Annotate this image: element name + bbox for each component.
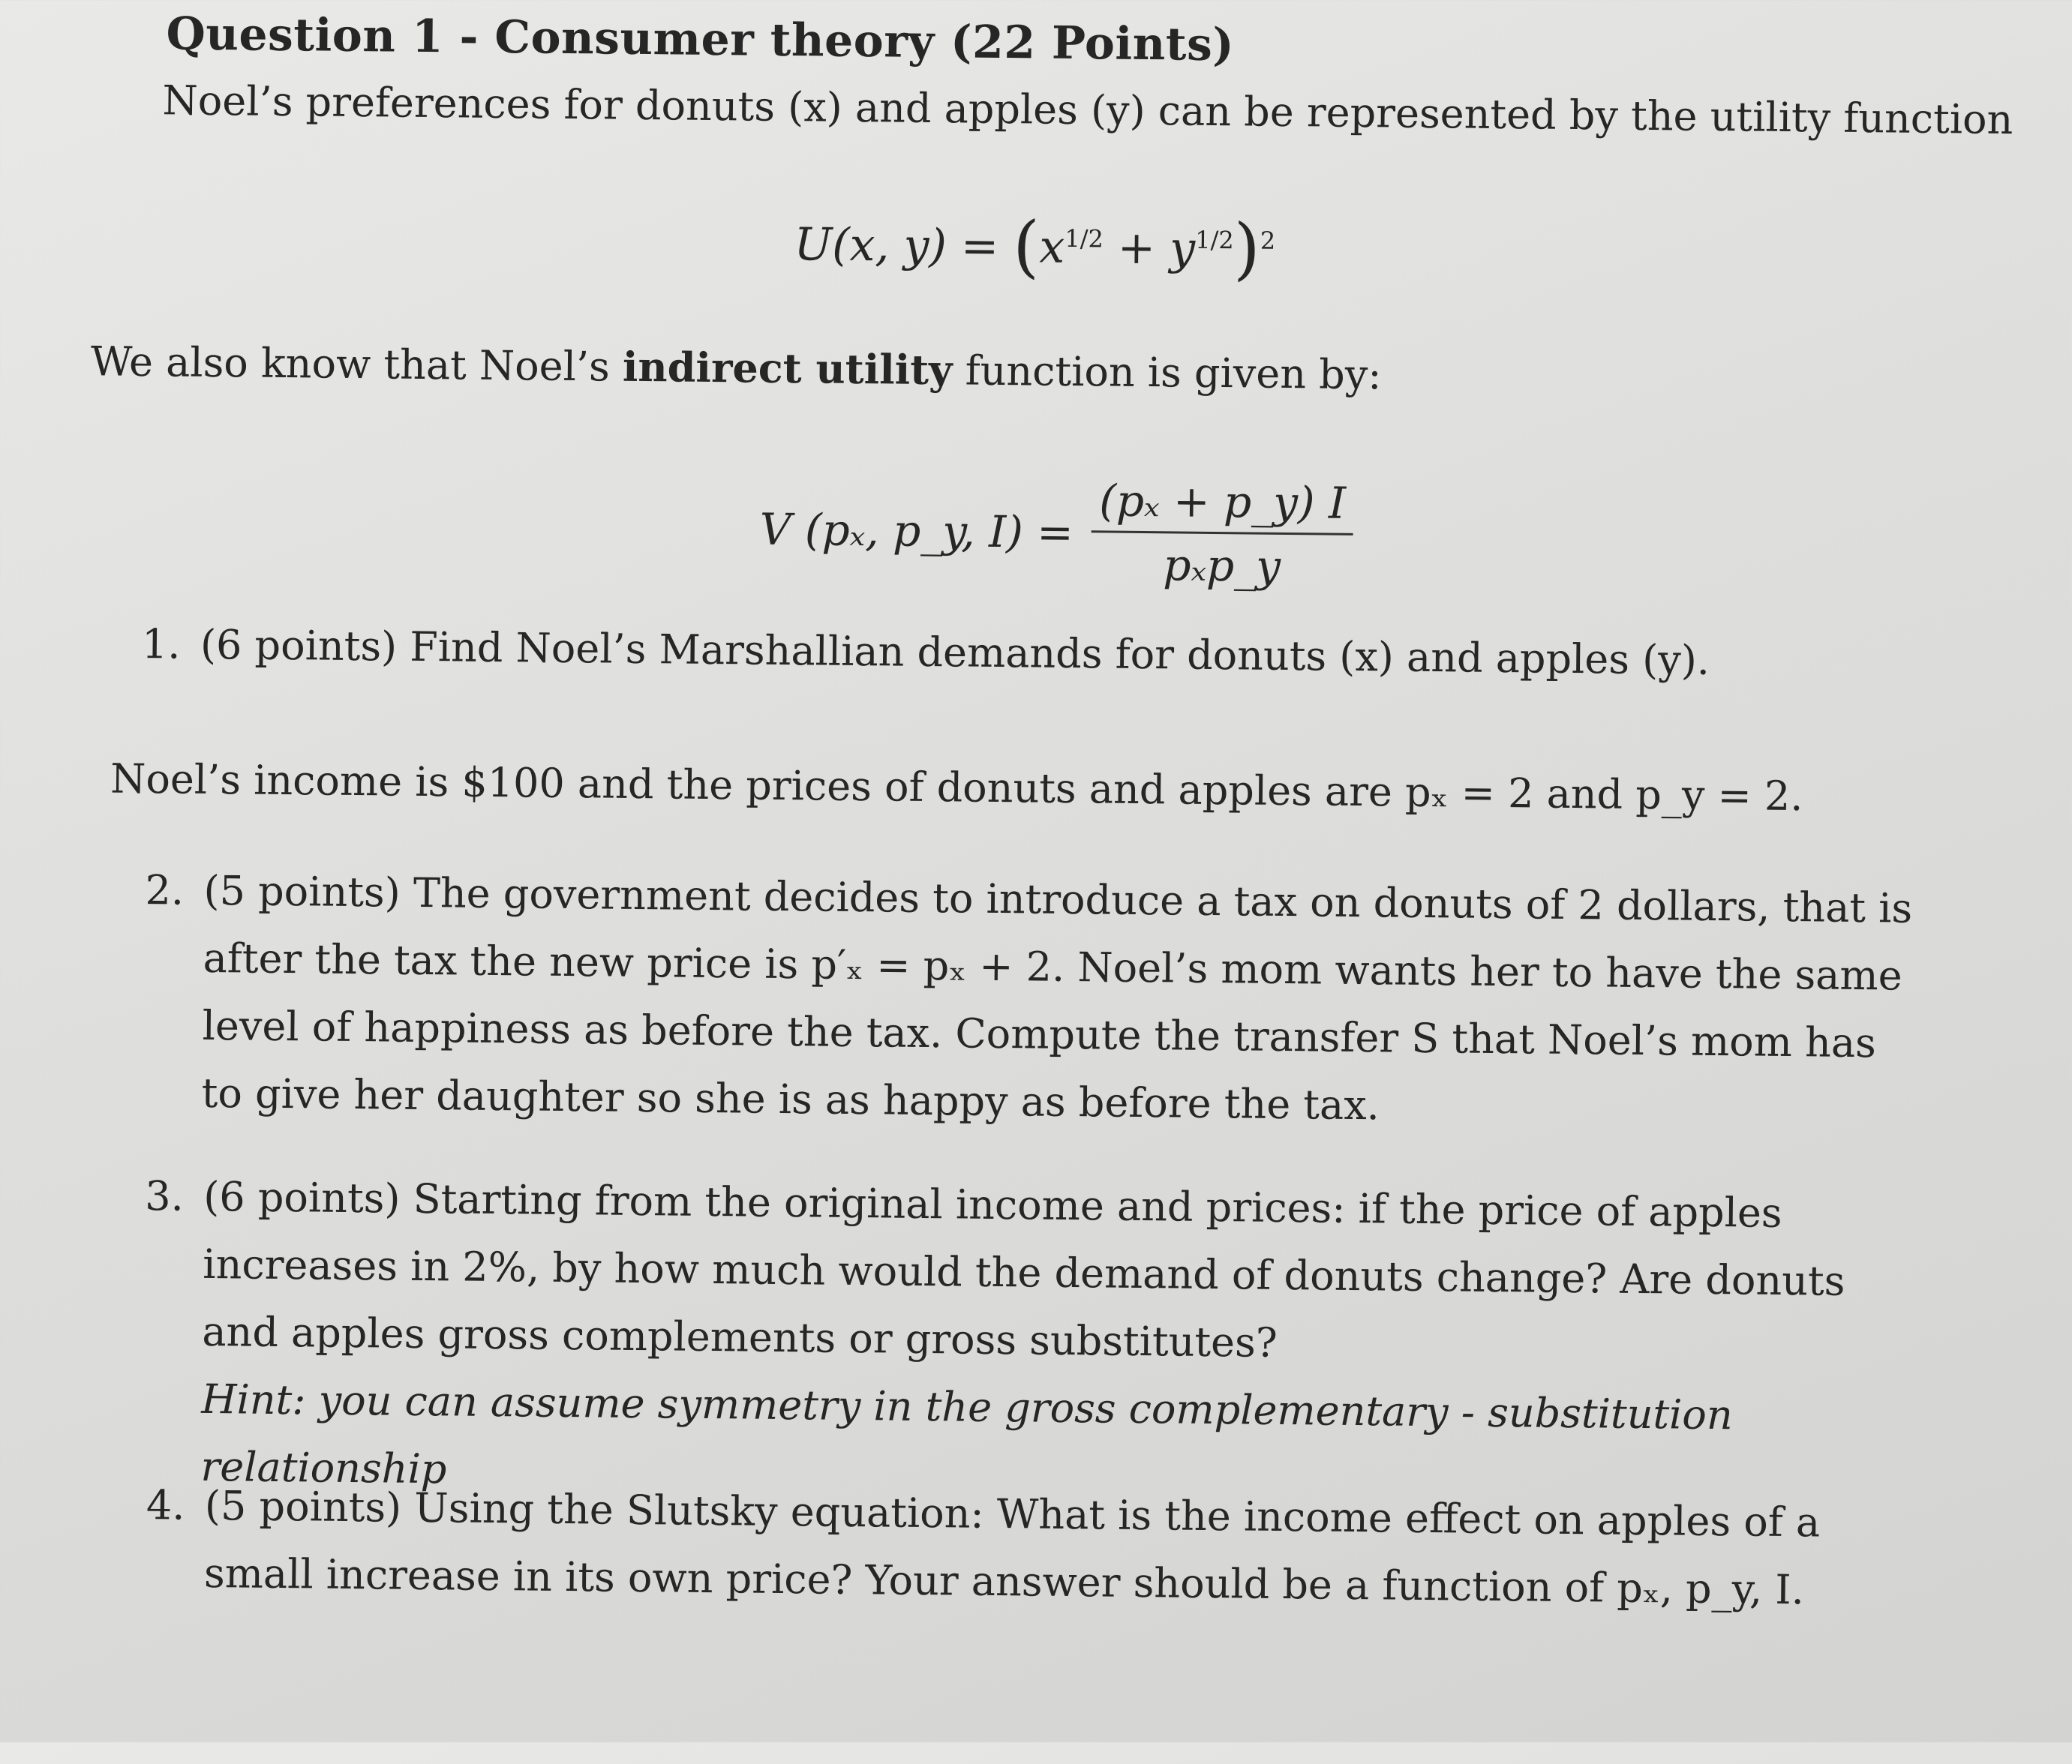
utility-lhs: U(x, y) =: [794, 218, 1013, 274]
utility-close-paren: ): [1233, 209, 1261, 289]
part-hint: Hint: you can assume symmetry in the gross complementary - substitution relationship: [200, 1375, 1733, 1493]
utility-x-exponent: 1/2: [1065, 224, 1104, 254]
utility-open-paren: (: [1012, 207, 1040, 286]
question-part-3: [142, 1162, 1914, 1519]
indirect-fraction: [1091, 475, 1353, 592]
part-number: 4.: [146, 1481, 185, 1529]
indirect-utility-equation: [759, 472, 1353, 592]
indirect-pre: We also know that Noel’s: [90, 338, 623, 391]
indirect-lhs: V (pₓ, p_y, I) =: [759, 503, 1074, 558]
part-text: (6 points) Starting from the original income and prices: if the price of apples increases in 2%, by how much would the demand of donuts change? Are donuts and apples gross complements or gross substitutes?: [202, 1172, 1845, 1366]
part-text: (5 points) Using the Slutsky equation: What is the income effect on apples of a small increase in its own price? Your answer should be a function of pₓ, p_y, I.: [203, 1481, 1821, 1614]
utility-plus: +: [1103, 221, 1170, 275]
question-part-1: [142, 610, 1911, 697]
part-number: 1.: [141, 620, 181, 668]
indirect-bold: indirect utility: [622, 342, 953, 394]
utility-y-exponent: 1/2: [1195, 225, 1234, 255]
utility-y: y: [1169, 222, 1196, 275]
question-part-2: [143, 856, 1914, 1145]
utility-equation: [794, 205, 1276, 289]
income-line: Noel’s income is $100 and the prices of donuts and apples are pₓ = 2 and p_y = 2.: [110, 754, 1803, 820]
utility-x: x: [1039, 220, 1065, 274]
question-part-4: [146, 1472, 1916, 1625]
indirect-utility-intro: [91, 337, 1382, 400]
intro-text: Noel’s preferences for donuts (x) and apples (y) can be represented by the utility function: [162, 76, 2013, 144]
question-title: Question 1 - Consumer theory (22 Points): [166, 8, 1235, 72]
indirect-denominator: pₓp_y: [1163, 539, 1281, 592]
part-text: (5 points) The government decides to introduce a tax on donuts of 2 dollars, that is after the tax the new price is p′ₓ = pₓ + 2. Noel’s mom wants her to have the same level of happiness as before the tax. Compute the transfer S that Noel’s mom has to give her daughter so she is as happy as before the tax.: [201, 866, 1913, 1130]
part-text: (6 points) Find Noel’s Marshallian demands for donuts (x) and apples (y).: [200, 620, 1710, 684]
indirect-numerator: (pₓ + p_y) I: [1092, 475, 1353, 536]
part-number: 3.: [144, 1172, 185, 1220]
utility-outer-exponent: 2: [1260, 226, 1276, 255]
part-number: 2.: [145, 866, 185, 914]
indirect-post: function is given by:: [952, 346, 1382, 399]
